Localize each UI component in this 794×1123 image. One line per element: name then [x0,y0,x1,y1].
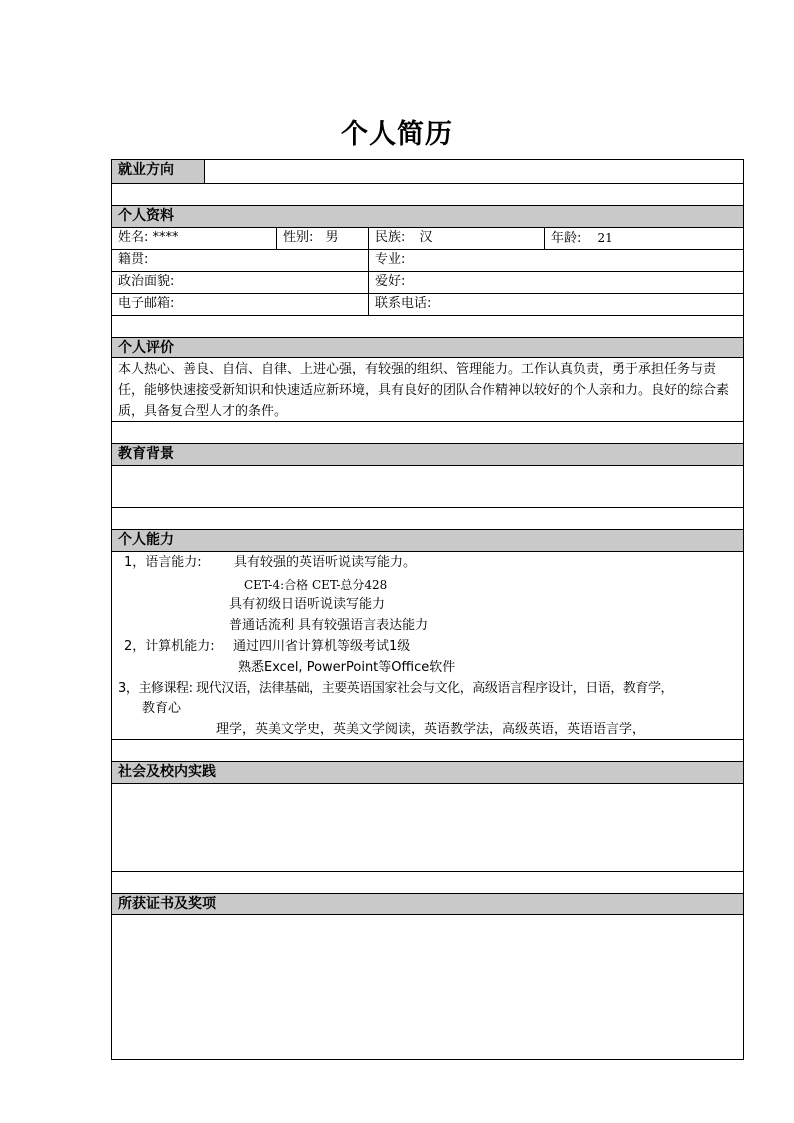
courses-line-2: 教育心 [142,701,182,716]
ethnicity-cell [368,228,544,249]
personal-row-1 [112,228,743,250]
spacer-row [112,872,743,894]
age-value: 21 [597,231,613,245]
spacer-row [112,316,743,338]
ethnicity-label: 民族: [375,230,406,245]
section-header-awards: 所获证书及奖项 [112,894,743,915]
ability-office: 熟悉Excel, PowerPoint等Office软件 [238,660,456,675]
ability-japanese: 具有初级日语听说读写能力 [229,597,386,612]
personal-row-2 [112,250,743,272]
practice-content [112,784,743,872]
spacer-row [112,422,743,444]
ability-cet: CET-4:合格 CET-总分428 [244,578,388,592]
job-value[interactable] [205,160,743,183]
courses-line-1: 3，主修课程: 现代汉语，法律基础，主要英语国家社会与文化，高级语言程序设计，日语，教育学， [118,681,674,696]
section-header-education: 教育背景 [112,444,743,466]
job-label: 就业方向 [112,160,205,183]
hometown-cell: 籍贯: [118,252,149,267]
ability-computer-text: 通过四川省计算机等级考试1级 [233,639,411,654]
major-cell: 专业: [368,250,743,271]
gender-value: 男 [325,230,339,245]
evaluation-text: 本人热心、善良、自信、自律、上进心强，有较强的组织、管理能力。工作认真负责，勇于承担任务与责任，能够快速接受新知识和快速适应新环境，具有良好的团队合作精神以较好的个人亲和力。良好的综合素质，具备复合型人才的条件。 [118,362,730,419]
section-header-abilities: 个人能力 [112,530,743,552]
section-header-practice: 社会及校内实践 [112,762,743,784]
personal-row-3 [112,272,743,294]
education-content [112,466,743,508]
section-header-personal: 个人资料 [112,206,743,228]
political-cell: 政治面貌: [118,274,175,289]
ability-language-text: 具有较强的英语听说读写能力。 [234,555,417,570]
evaluation-row [112,358,743,422]
page-title: 个人简历 [341,119,453,150]
spacer-row [112,184,743,206]
resume-table [111,159,744,1060]
ability-mandarin: 普通话流利 具有较强语言表达能力 [229,618,429,633]
age-cell [544,228,743,249]
age-label: 年龄: [551,231,582,246]
email-cell: 电子邮箱: [118,296,175,311]
phone-cell: 联系电话: [368,294,743,315]
personal-row-4 [112,294,743,316]
ethnicity-value: 汉 [419,230,433,245]
courses-line-3: 理学，英美文学史，英美文学阅读，英语教学法，高级英语，英语语言学， [216,722,646,737]
name-label: 姓名: [118,230,149,245]
gender-label: 性别: [283,230,314,245]
ability-language-label: 1，语言能力: [124,555,202,570]
ability-computer-label: 2，计算机能力: [124,639,215,654]
awards-content [112,915,743,1059]
gender-cell [276,228,368,249]
spacer-row [112,508,743,530]
name-cell [112,228,276,249]
section-header-evaluation: 个人评价 [112,338,743,358]
abilities-content [112,552,743,740]
hobby-cell: 爱好: [368,272,743,293]
name-value: **** [152,230,179,245]
spacer-row [112,740,743,762]
job-row [112,160,743,184]
